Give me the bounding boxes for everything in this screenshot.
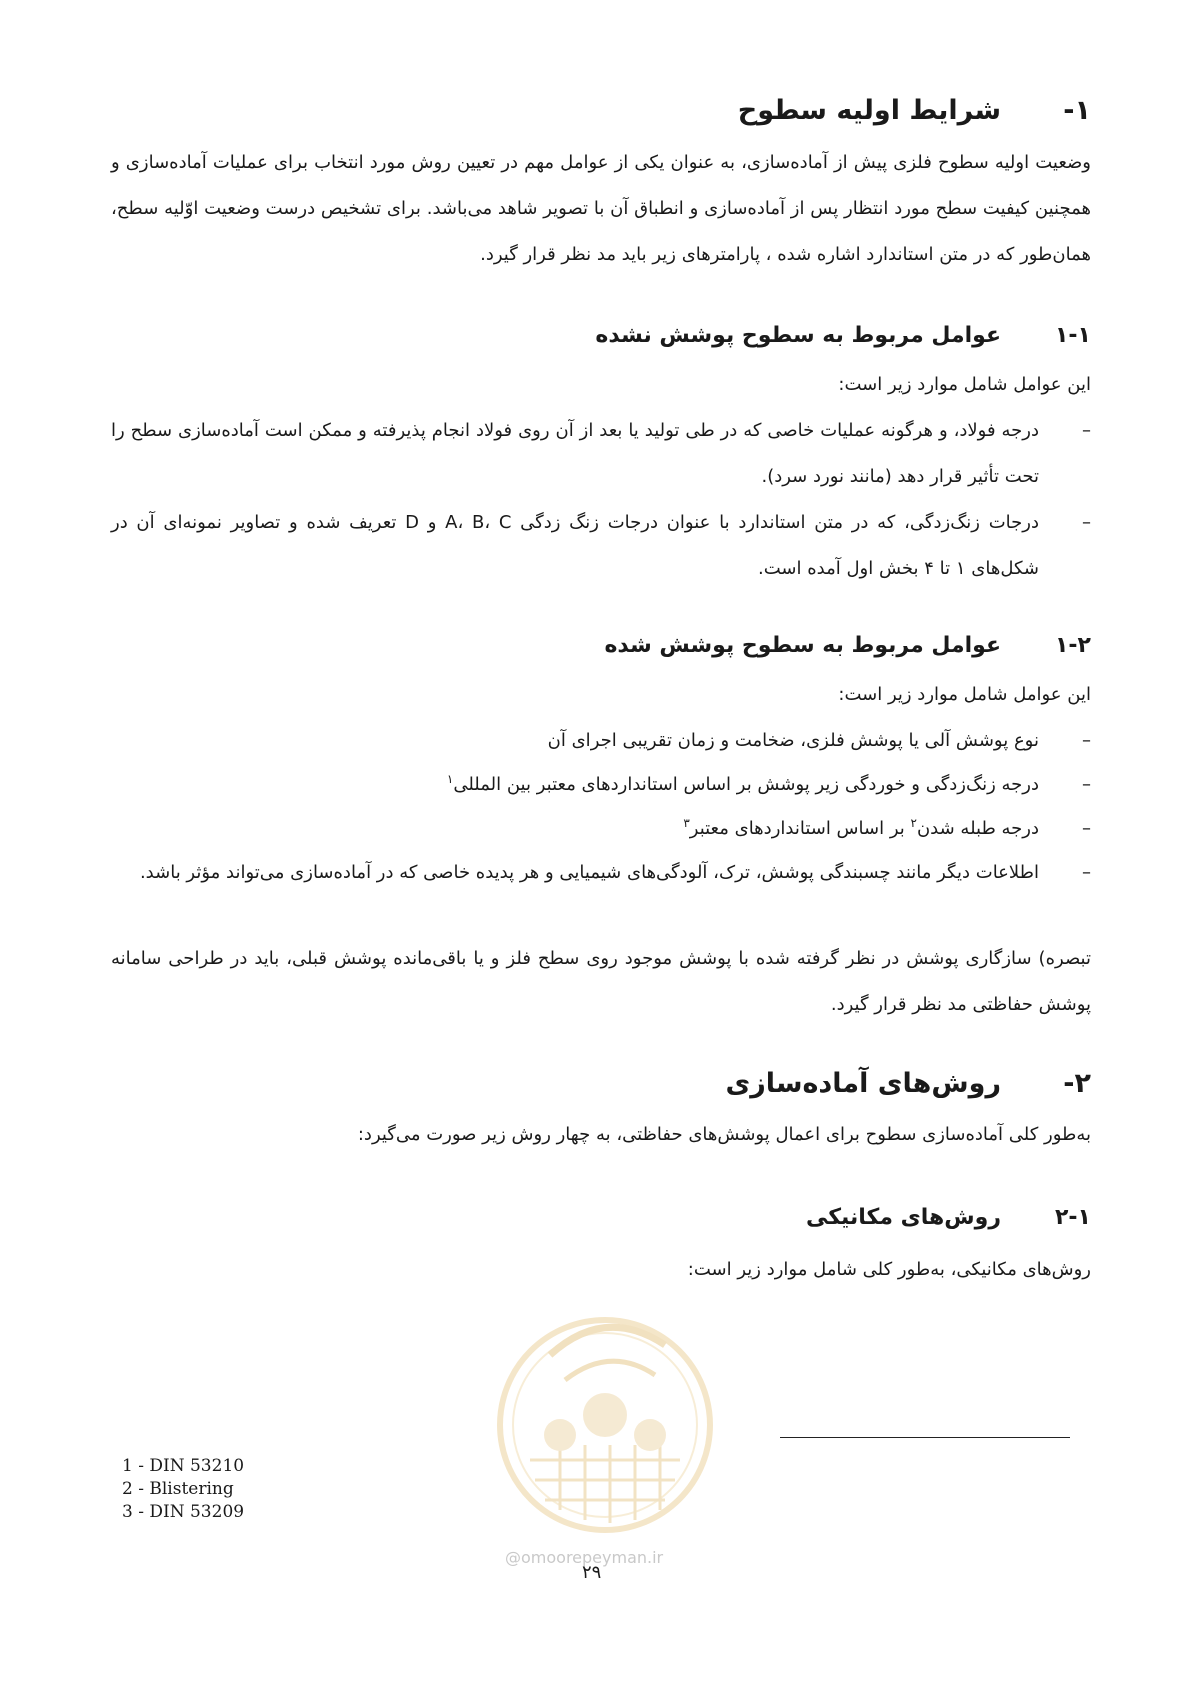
section-2-1-heading (806, 1205, 1091, 1230)
section-2-number: ۲- (1063, 1068, 1091, 1099)
section-1-1-title: عوامل مربوط به سطوح پوشش نشده (595, 323, 1001, 348)
bullet-dash: – (1082, 774, 1091, 795)
list-item-text (111, 762, 1039, 808)
footnote-ref-2: ۲ (910, 816, 917, 830)
list-item (111, 718, 1091, 764)
list-item (111, 850, 1091, 896)
section-1-1-heading (595, 323, 1091, 348)
list-item-text: درجه فولاد، و هرگونه عملیات خاصی که در طی تولید یا بعد از آن روی فولاد انجام پذیرفته و ممکن است آماده‌سازی سطح را تحت تأثیر قرار دهد (مانند نورد سرد). (111, 420, 1039, 487)
list-item (111, 500, 1091, 592)
list-item-text-b: بر اساس استانداردهای معتبر (689, 818, 911, 839)
section-1-number: ۱- (1063, 95, 1091, 126)
footnote-3: 3 - DIN 53209 (122, 1502, 245, 1522)
bullet-dash: – (1082, 730, 1091, 751)
bullet-dash: – (1082, 818, 1091, 839)
section-2-heading (726, 1068, 1091, 1099)
footnote-divider (780, 1437, 1070, 1438)
watermark-seal-icon (490, 1285, 720, 1555)
footnote-ref-3: ۳ (683, 816, 690, 830)
footnotes (122, 1455, 244, 1524)
section-2-paragraph: به‌طور کلی آماده‌سازی سطوح برای اعمال پوشش‌های حفاظتی، به چهار روش زیر صورت می‌گیرد: (357, 1124, 1091, 1145)
section-1-1-number: ۱-۱ (1055, 323, 1091, 348)
bullet-dash: – (1082, 420, 1091, 441)
section-1-2-note: تبصره) سازگاری پوشش در نظر گرفته شده با پوشش موجود روی سطح فلز و یا باقی‌مانده پوشش قبلی، باید در طراحی سامانه پوشش حفاظتی مد نظر قرار گیرد. (111, 948, 1091, 1015)
list-item (111, 806, 1091, 852)
list-item-text (111, 806, 1039, 852)
section-1-2-number: ۱-۲ (1055, 633, 1091, 658)
watermark-text: @omoorepeyman.ir (505, 1548, 664, 1567)
section-1-title: شرایط اولیه سطوح (737, 95, 1001, 126)
footnote-1: 1 - DIN 53210 (122, 1456, 245, 1476)
list-item (111, 408, 1091, 500)
list-item-text: نوع پوشش آلی یا پوشش فلزی، ضخامت و زمان تقریبی اجرای آن (547, 730, 1039, 751)
bullet-dash: – (1082, 862, 1091, 883)
list-item-text-main: درجه زنگ‌زدگی و خوردگی زیر پوشش بر اساس استانداردهای معتبر بین المللی (453, 774, 1039, 795)
section-1-paragraph: وضعیت اولیه سطوح فلزی پیش از آماده‌سازی، به عنوان یکی از عوامل مهم در تعیین روش مورد انتخاب برای عملیات آماده‌سازی و همچنین کیفیت سطح مورد انتظار پس از آماده‌سازی و انطباق آن با تصویر شاهد می‌باشد. برای تشخیص درست وضعیت اوّلیه سطح، همان‌طور که در متن استاندارد اشاره شده ، پارامترهای زیر باید مد نظر قرار گیرد. (111, 152, 1091, 265)
section-2-title: روش‌های آماده‌سازی (725, 1068, 1001, 1099)
list-item-text-a: درجه طبله شدن (916, 818, 1039, 839)
section-2-1-intro: روش‌های مکانیکی، به‌طور کلی شامل موارد زیر است: (687, 1259, 1091, 1280)
section-1-1-intro: این عوامل شامل موارد زیر است: (838, 374, 1091, 395)
page-number: ۲۹ (582, 1562, 602, 1583)
footnote-ref-1: ۱ (446, 772, 454, 786)
bullet-dash: – (1082, 512, 1091, 533)
section-1-2-title: عوامل مربوط به سطوح پوشش شده (604, 633, 1001, 658)
list-item (111, 762, 1091, 808)
list-item-text: درجات زنگ‌زدگی، که در متن استاندارد با عنوان درجات زنگ زدگی A، B، C و D تعریف شده و تصاویر نمونه‌ای آن در شکل‌های ۱ تا ۴ بخش اول آمده است. (111, 512, 1039, 579)
list-item-text: اطلاعات دیگر مانند چسبندگی پوشش، ترک، آلودگی‌های شیمیایی و هر پدیده خاصی که در آماده‌سازی می‌تواند مؤثر باشد. (139, 862, 1039, 883)
section-1-2-heading (604, 633, 1091, 658)
section-2-1-title: روش‌های مکانیکی (805, 1205, 1001, 1230)
footnote-2: 2 - Blistering (122, 1479, 234, 1499)
section-1-heading (738, 95, 1091, 126)
section-1-2-intro: این عوامل شامل موارد زیر است: (838, 684, 1091, 705)
section-2-1-number: ۲-۱ (1055, 1205, 1091, 1230)
